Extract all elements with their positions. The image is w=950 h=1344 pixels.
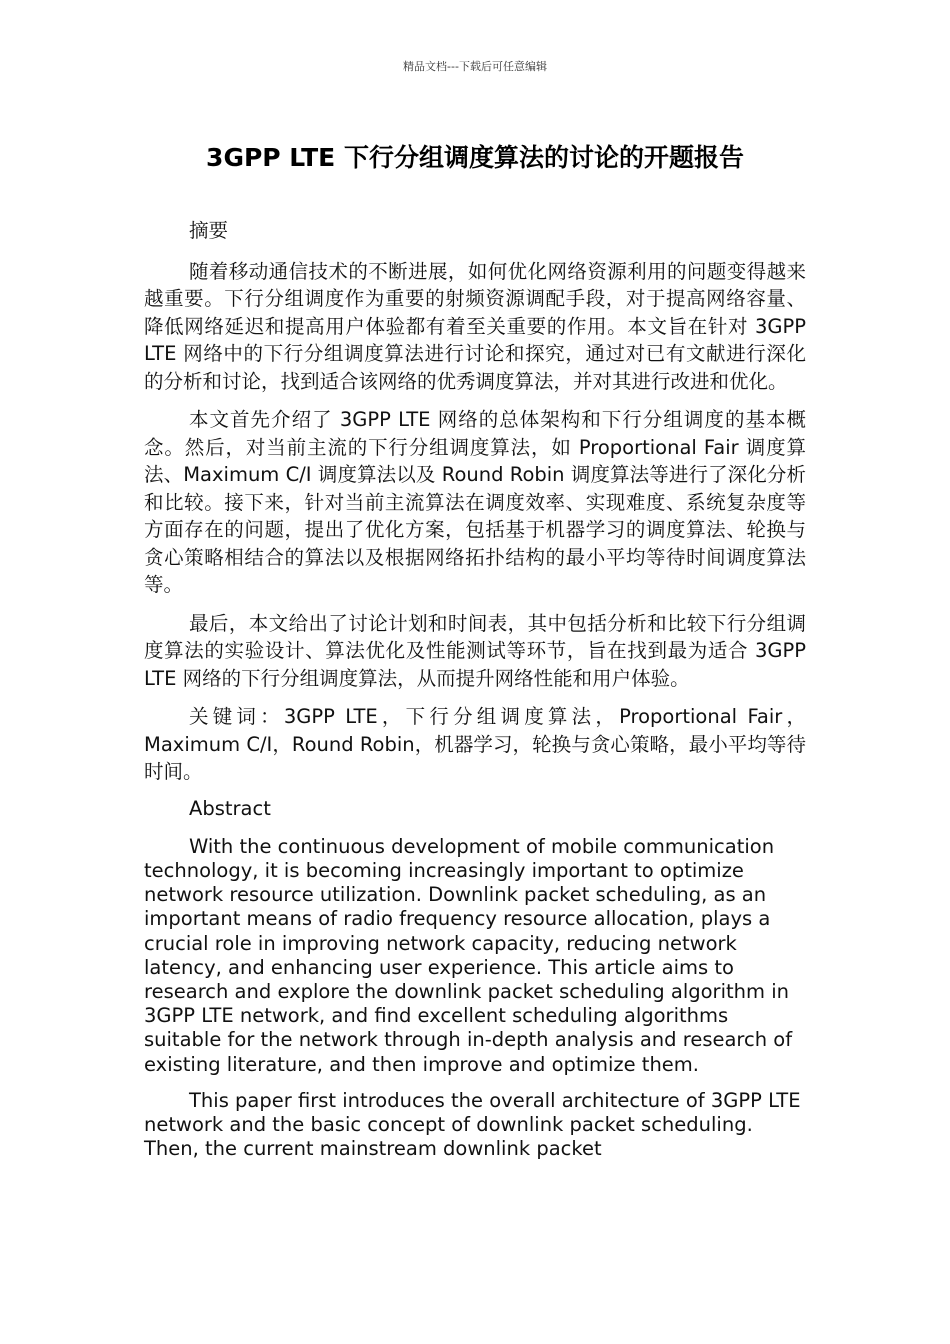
abstract-en-paragraph-2: This paper first introduces the overall architecture of 3GPP LTE network and the basic concept of downlink packet scheduling. Then, the current mainstream downlink packet [144, 1088, 801, 1161]
document-body [144, 217, 806, 1173]
abstract-cn-heading: 摘要 [189, 219, 229, 242]
abstract-cn-paragraph-1: 随着移动通信技术的不断进展，如何优化网络资源利用的问题变得越来越重要。下行分组调度作为重要的射频资源调配手段，对于提高网络容量、降低网络延迟和提高用户体验都有着至关重要的作用。本文旨在针对 3GPP LTE 网络中的下行分组调度算法进行讨论和探究，通过对已有文献进行深化的分析和讨论，找到适合该网络的优秀调度算法，并对其进行改进和优化。 [144, 259, 806, 393]
abstract-cn-paragraph-3: 最后，本文给出了讨论计划和时间表，其中包括分析和比较下行分组调度算法的实验设计、算法优化及性能测试等环节，旨在找到最为适合 3GPP LTE 网络的下行分组调度算法，从而提升网络性能和用户体验。 [144, 611, 806, 690]
document-title: 3GPP LTE 下行分组调度算法的讨论的开题报告 [206, 143, 744, 172]
abstract-en-heading: Abstract [189, 796, 271, 820]
keywords-cn: 关键词：3GPP LTE，下行分组调度算法，Proportional Fair，Maximum C/I，Round Robin，机器学习，轮换与贪心策略，最小平均等待时间。 [144, 705, 806, 783]
abstract-en-paragraph-1: With the continuous development of mobile communication technology, it is becoming increasingly important to optimize network resource utilization. Downlink packet scheduling, as an important means of radio frequency resource allocation, plays a crucial role in improving network capacity, reducing network latency, and enhancing user experience. This article aims to research and explore the downlink packet scheduling algorithm in 3GPP LTE network, and find excellent scheduling algorithms suitable for the network through in-depth analysis and research of existing literature, and then improve and optimize them. [144, 834, 793, 1076]
header-note: 精品文档---下载后可任意编辑 [403, 60, 547, 73]
abstract-cn-paragraph-2: 本文首先介绍了 3GPP LTE 网络的总体架构和下行分组调度的基本概念。然后，对当前主流的下行分组调度算法，如 Proportional Fair 调度算法、Maximum C/I 调度算法以及 Round Robin 调度算法等进行了深化分析和比较。接下来，针对当前主流算法在调度效率、实现难度、系统复杂度等方面存在的问题，提出了优化方案，包括基于机器学习的调度算法、轮换与贪心策略相结合的算法以及根据网络拓扑结构的最小平均等待时间调度算法等。 [144, 408, 806, 596]
